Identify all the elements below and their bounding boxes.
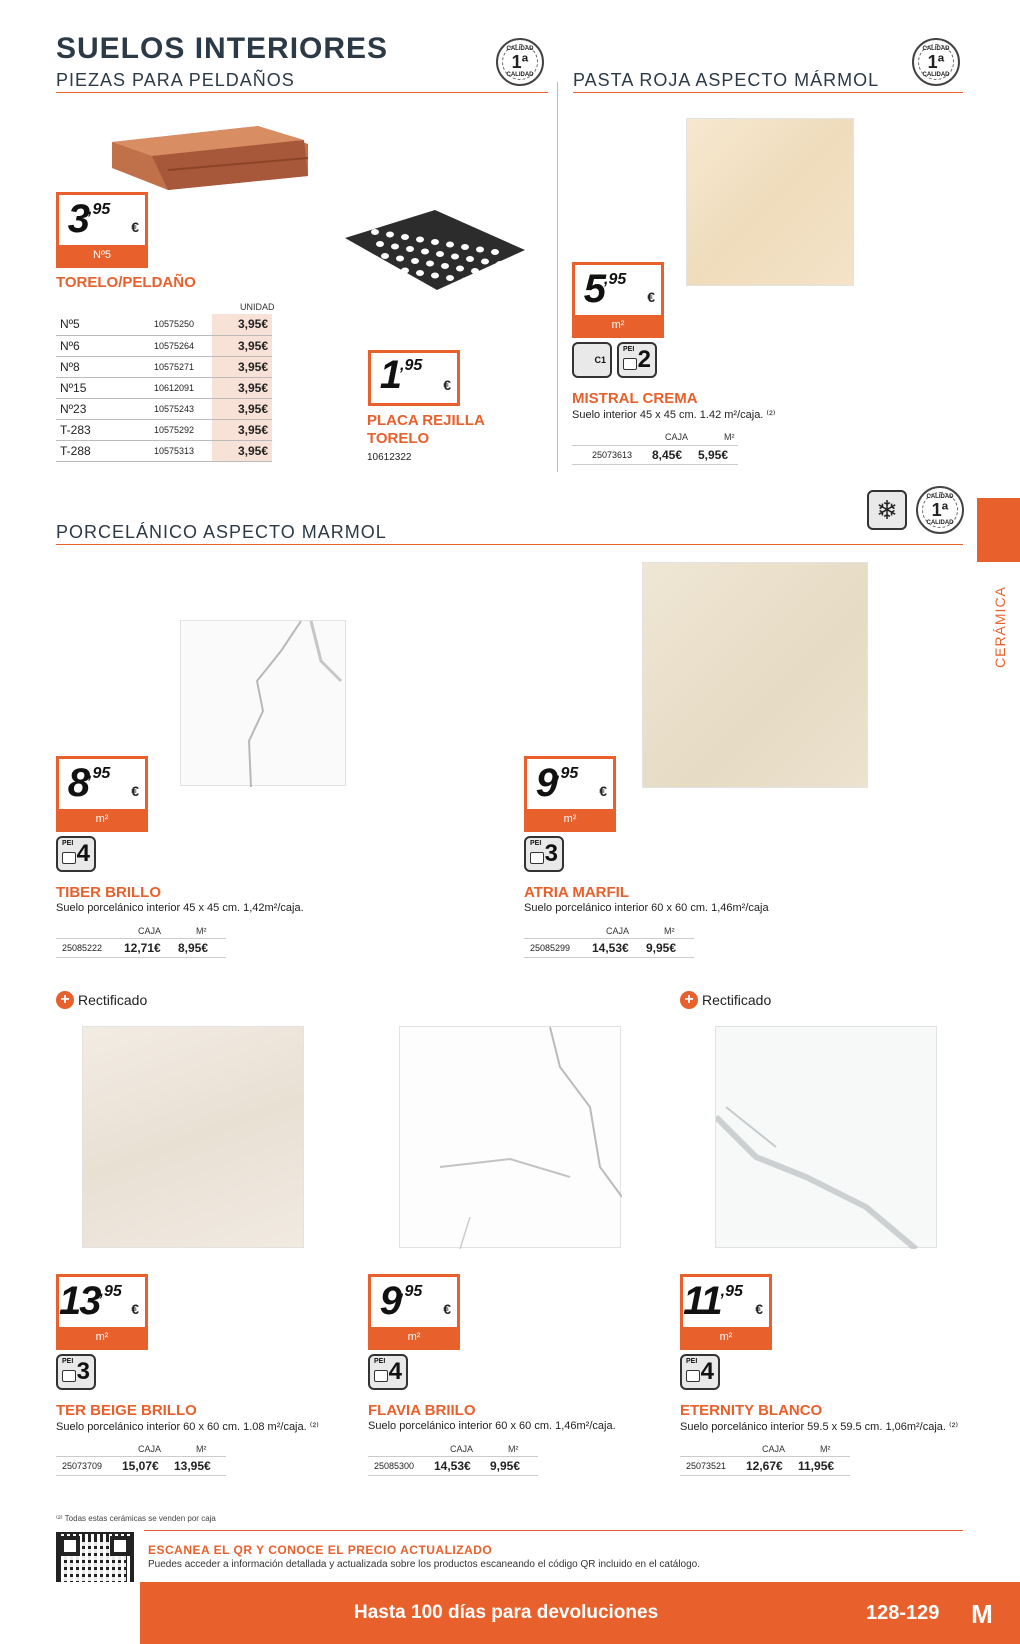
column-header-caja: CAJA — [450, 1444, 474, 1454]
product-name-torelo: TORELO/PELDAÑO — [56, 274, 196, 291]
product-name-tiber: TIBER BRILLO — [56, 884, 161, 901]
atria-tile-image — [642, 562, 868, 788]
grid-hole — [461, 244, 469, 250]
ref-row-mistral: 25073613 8,45€ 5,95€ — [572, 445, 738, 465]
row-ref: 10575271 — [136, 356, 212, 377]
price-tag-atria: $9^{,95}$ € m² — [524, 756, 616, 832]
page-numbers: 128-129 — [866, 1602, 940, 1624]
row-model: T-288 — [56, 440, 136, 461]
price-tag-flavia: $9^{,95}$ € m² — [368, 1274, 460, 1350]
placa-ref: 10612322 — [367, 452, 412, 463]
placa-image — [345, 210, 525, 300]
grid-hole — [426, 261, 434, 267]
column-header-caja: CAJA — [762, 1444, 786, 1454]
grid-hole — [491, 283, 499, 289]
grid-hole — [471, 268, 479, 274]
row-model: Nº5 — [56, 314, 136, 335]
row-price: 3,95€ — [212, 335, 272, 356]
qr-text: Puedes acceder a información detallada y actualizada sobre los productos escaneando el código QR incluido en el catálogo. — [148, 1559, 701, 1570]
price-tag-placa: $1^{,95}$ € — [368, 350, 460, 406]
table-row — [56, 335, 272, 356]
row-model: Nº8 — [56, 356, 136, 377]
product-desc-atria: Suelo porcelánico interior 60 x 60 cm. 1,46m²/caja — [524, 902, 769, 914]
plus-icon: + — [680, 991, 698, 1009]
row-model: Nº23 — [56, 398, 136, 419]
pei-icon: PEI 4 — [680, 1354, 720, 1390]
ref-row-atria: 25085299 14,53€ 9,95€ — [524, 938, 694, 958]
grid-hole — [441, 263, 449, 269]
product-desc-eternity: Suelo porcelánico interior 59.5 x 59.5 cm. 1,06m²/caja. ⁽²⁾ — [680, 1421, 959, 1433]
column-header-m2: M² — [196, 1444, 207, 1454]
section-title-porcelanico: PORCELÁNICO ASPECTO MARMOL — [56, 522, 387, 542]
grid-hole — [391, 244, 399, 250]
price-tag-tiber: $8^{,95}$ € m² — [56, 756, 148, 832]
grid-hole — [416, 270, 424, 276]
price-tag-mistral: $5^{,95}$ € m² — [572, 262, 664, 338]
row-ref: 10575250 — [136, 314, 212, 335]
grid-hole — [446, 275, 454, 281]
rectificado-label: Rectificado — [78, 992, 148, 1008]
table-row — [56, 314, 272, 335]
grid-hole — [436, 251, 444, 257]
grid-hole — [476, 280, 484, 286]
table-row — [56, 377, 272, 398]
page-title: SUELOS INTERIORES — [56, 32, 389, 65]
column-header-caja: CAJA — [138, 1444, 162, 1454]
row-model: T-283 — [56, 419, 136, 440]
grid-hole — [466, 256, 474, 262]
grid-hole — [411, 258, 419, 264]
product-name-mistral: MISTRAL CREMA — [572, 390, 698, 407]
grid-hole — [406, 246, 414, 252]
calidad-badge: CALIDAD 1ª CALIDAD — [496, 38, 544, 86]
product-desc-ter: Suelo porcelánico interior 60 x 60 cm. 1.08 m²/caja. ⁽²⁾ — [56, 1421, 319, 1433]
side-tab-label: CERÁMICA — [992, 586, 1008, 668]
footnote: ⁽²⁾ Todas estas cerámicas se venden por caja — [56, 1514, 216, 1523]
grid-hole — [371, 229, 379, 235]
column-header-m2: M² — [508, 1444, 519, 1454]
returns-banner-text: Hasta 100 días para devoluciones — [354, 1602, 659, 1623]
row-model: Nº6 — [56, 335, 136, 356]
product-name-placa: PLACA REJILLA TORELO — [367, 412, 485, 447]
grid-hole — [496, 261, 504, 267]
table-row — [56, 440, 272, 461]
section-title-peldanos: PIEZAS PARA PELDAÑOS — [56, 70, 295, 90]
calidad-badge: CALIDAD 1ª CALIDAD — [912, 38, 960, 86]
row-ref: 10612091 — [136, 377, 212, 398]
product-name-ter: TER BEIGE BRILLO — [56, 1402, 197, 1419]
grid-hole — [506, 285, 514, 291]
ter-tile-image — [82, 1026, 304, 1248]
column-header-caja: CAJA — [665, 432, 689, 442]
qr-title: ESCANEA EL QR Y CONOCE EL PRECIO ACTUALIZADO — [148, 1543, 493, 1557]
table-row — [56, 356, 272, 377]
ref-row-eternity: 25073521 12,67€ 11,95€ — [680, 1456, 850, 1476]
column-header-caja: CAJA — [138, 926, 162, 936]
tiber-tile-image — [180, 620, 346, 786]
price-tag-ter: $13^{,95}$ € m² — [56, 1274, 148, 1350]
grid-hole — [456, 266, 464, 272]
column-header-caja: CAJA — [606, 926, 630, 936]
eternity-tile-image — [715, 1026, 937, 1248]
vertical-divider — [557, 82, 558, 472]
product-desc-tiber: Suelo porcelánico interior 45 x 45 cm. 1,42m²/caja. — [56, 902, 304, 914]
row-price: 3,95€ — [212, 377, 272, 398]
product-name-atria: ATRIA MARFIL — [524, 884, 629, 901]
divider — [573, 92, 963, 93]
ref-row-ter: 25073709 15,07€ 13,95€ — [56, 1456, 226, 1476]
grid-hole — [396, 256, 404, 262]
torelo-image — [108, 118, 312, 192]
pei-icon: PEI 3 — [524, 836, 564, 872]
row-price: 3,95€ — [212, 419, 272, 440]
column-header-m2: M² — [664, 926, 675, 936]
grid-hole — [481, 259, 489, 265]
section-title-pasta: PASTA ROJA ASPECTO MÁRMOL — [573, 70, 880, 90]
pei-icon: PEI 4 — [368, 1354, 408, 1390]
grid-hole — [451, 254, 459, 260]
pei-icon: PEI 4 — [56, 836, 96, 872]
divider — [56, 92, 548, 93]
row-ref: 10575292 — [136, 419, 212, 440]
side-tab — [977, 498, 1020, 562]
grid-hole — [386, 265, 394, 271]
grid-hole — [401, 268, 409, 274]
grid-hole — [381, 253, 389, 259]
ref-row-tiber: 25085222 12,71€ 8,95€ — [56, 938, 226, 958]
torelo-table — [56, 314, 272, 462]
row-ref: 10575264 — [136, 335, 212, 356]
frost-resistant-icon: ❄ — [867, 490, 907, 530]
divider — [144, 1530, 963, 1531]
calidad-badge: CALIDAD 1ª CALIDAD — [916, 486, 964, 534]
column-header-m2: M² — [820, 1444, 831, 1454]
column-header-m2: M² — [724, 432, 735, 442]
grid-hole — [421, 249, 429, 255]
grid-hole — [431, 239, 439, 245]
row-model: Nº15 — [56, 377, 136, 398]
footer-banner-gap — [0, 1582, 140, 1644]
pei-icon: PEI 2 — [617, 342, 657, 378]
brand-logo: M — [971, 1599, 993, 1629]
grid-hole — [476, 247, 484, 253]
rectificado-label: Rectificado — [702, 992, 772, 1008]
grid-hole — [416, 237, 424, 243]
product-name-flavia: FLAVIA BRIILO — [368, 1402, 476, 1419]
product-desc-mistral: Suelo interior 45 x 45 cm. 1.42 m²/caja. ⁽²⁾ — [572, 409, 776, 421]
ref-row-flavia: 25085300 14,53€ 9,95€ — [368, 1456, 538, 1476]
price-tag-eternity: $11^{,95}$ € m² — [680, 1274, 772, 1350]
table-row — [56, 398, 272, 419]
row-price: 3,95€ — [212, 440, 272, 461]
c1-slip-icon: C1 — [572, 342, 612, 378]
column-header-m2: M² — [196, 926, 207, 936]
row-price: 3,95€ — [212, 314, 272, 335]
pei-icon: PEI 3 — [56, 1354, 96, 1390]
grid-hole — [376, 241, 384, 247]
grid-hole — [401, 234, 409, 240]
row-price: 3,95€ — [212, 398, 272, 419]
grid-hole — [491, 249, 499, 255]
plus-icon: + — [56, 991, 74, 1009]
mistral-tile-image — [686, 118, 854, 286]
grid-hole — [486, 271, 494, 277]
table-row — [56, 419, 272, 440]
row-price: 3,95€ — [212, 356, 272, 377]
divider — [56, 544, 963, 545]
product-name-eternity: ETERNITY BLANCO — [680, 1402, 823, 1419]
grid-hole — [501, 273, 509, 279]
flavia-tile-image — [399, 1026, 621, 1248]
grid-hole — [431, 273, 439, 279]
column-header-unidad: UNIDAD — [240, 302, 275, 312]
grid-hole — [446, 242, 454, 248]
product-desc-flavia: Suelo porcelánico interior 60 x 60 cm. 1,46m²/caja. — [368, 1420, 616, 1432]
grid-hole — [461, 278, 469, 284]
row-ref: 10575243 — [136, 398, 212, 419]
price-tag-torelo: $3^{,95}$ € Nº5 — [56, 192, 148, 268]
grid-hole — [386, 232, 394, 238]
row-ref: 10575313 — [136, 440, 212, 461]
